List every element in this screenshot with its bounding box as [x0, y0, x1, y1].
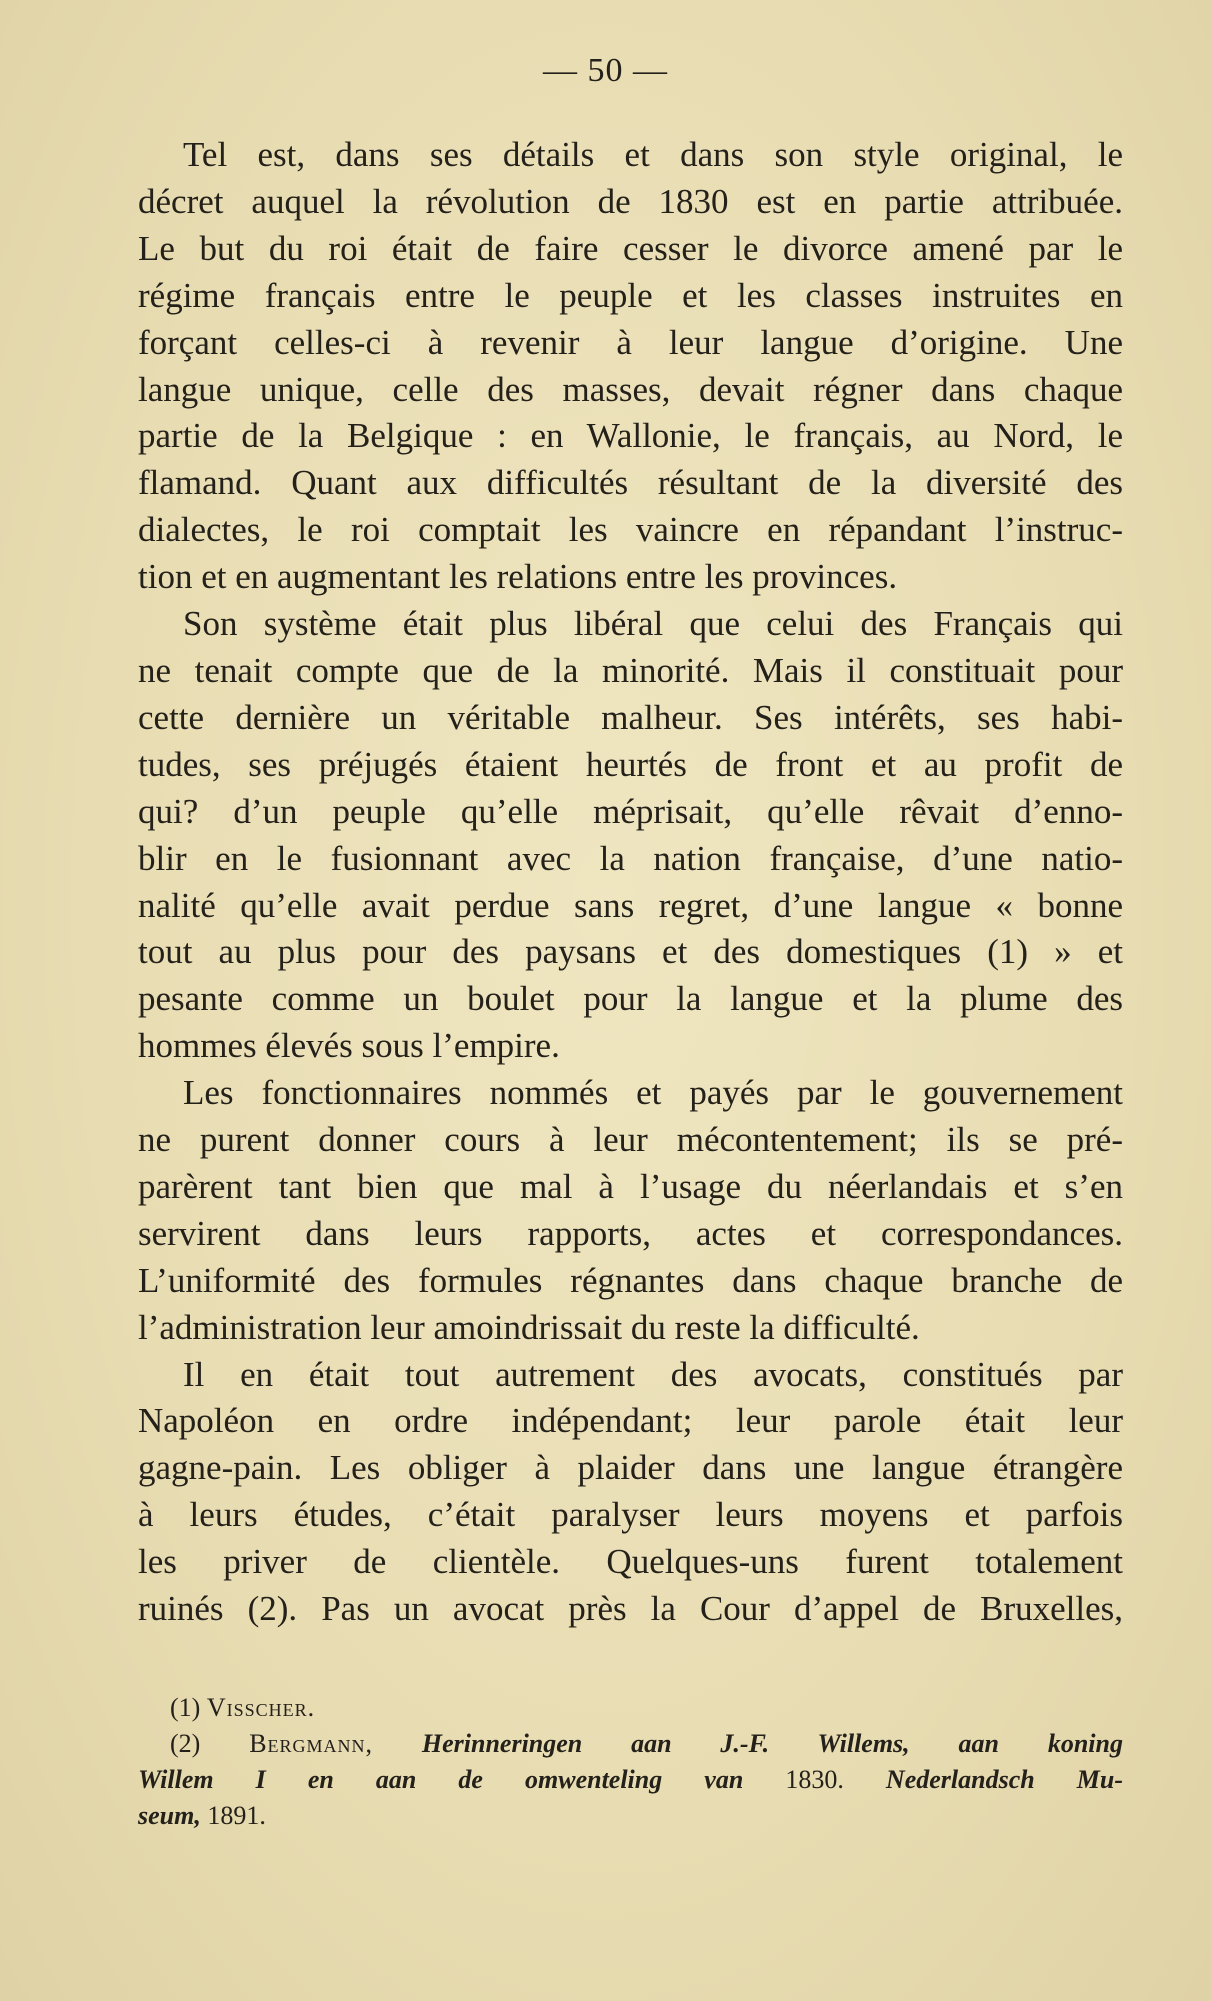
text-line: Les fonctionnaires nommés et payés par le gouvernement [183, 1073, 1123, 1113]
footnote-2-title-part-2: Willem I en aan de omwenteling van [138, 1765, 744, 1794]
footnote-1-number: (1) [170, 1693, 201, 1722]
text-line: forçant celles-ci à revenir à leur langue d’origine. Une [138, 322, 1123, 362]
footnote-2-journal-part-1: Nederlandsch Mu- [885, 1765, 1123, 1794]
text-line: ne tenait compte que de la minorité. Mais il constituait pour [138, 650, 1123, 690]
text-line: les priver de clientèle. Quelques-uns furent totalement [138, 1542, 1123, 1582]
footnote-2-number: (2) [170, 1729, 201, 1758]
footnote-1 [138, 1690, 1123, 1726]
footnote-1-author: Visscher. [206, 1693, 316, 1722]
text-line: ne purent donner cours à leur mécontentement; ils se pré- [138, 1120, 1123, 1160]
text-line: Il en était tout autrement des avocats, constitués par [183, 1354, 1123, 1394]
text-line: nalité qu’elle avait perdue sans regret, d’une langue « bonne [138, 885, 1123, 925]
footnote-2 [138, 1726, 1123, 1834]
text-line: gagne-pain. Les obliger à plaider dans une langue étrangère [138, 1448, 1123, 1488]
text-line: pesante comme un boulet pour la langue et la plume des [138, 979, 1123, 1019]
footnotes [138, 1690, 1123, 1834]
text-line: décret auquel la révolution de 1830 est en partie attribuée. [138, 181, 1123, 221]
text-line: Son système était plus libéral que celui des Français qui [183, 604, 1123, 644]
text-line: partie de la Belgique : en Wallonie, le français, au Nord, le [138, 416, 1123, 456]
text-line: Tel est, dans ses détails et dans son style original, le [183, 135, 1123, 174]
text-line: Le but du roi était de faire cesser le divorce amené par le [138, 228, 1123, 268]
footnote-2-year-2: 1891. [207, 1801, 266, 1830]
text-line: parèrent tant bien que mal à l’usage du néerlandais et s’en [138, 1166, 1123, 1206]
footnote-2-title-part-1: Herinneringen aan J.-F. Willems, aan koning [421, 1729, 1123, 1758]
text-line: à leurs études, c’était paralyser leurs moyens et parfois [138, 1495, 1123, 1535]
text-line: flamand. Quant aux difficultés résultant de la diversité des [138, 463, 1123, 503]
text-line: ruinés (2). Pas un avocat près la Cour d’appel de Bruxelles, [138, 1589, 1123, 1629]
text-line: tudes, ses préjugés étaient heurtés de front et au profit de [138, 744, 1123, 784]
text-line: Napoléon en ordre indépendant; leur parole était leur [138, 1401, 1123, 1441]
text-line: régime français entre le peuple et les classes instruites en [138, 275, 1123, 315]
footnote-2-author: Bergmann, [249, 1729, 374, 1758]
text-line: L’uniformité des formules régnantes dans chaque branche de [138, 1260, 1123, 1300]
footnote-2-year-1: 1830. [785, 1765, 844, 1794]
text-line: cette dernière un véritable malheur. Ses intérêts, ses habi- [138, 697, 1123, 737]
footnote-2-line-2 [138, 1762, 1123, 1798]
text-line: langue unique, celle des masses, devait régner dans chaque [138, 369, 1123, 409]
body-text [138, 132, 1123, 1633]
text-line: l’administration leur amoindrissait du reste la difficulté. [138, 1307, 920, 1347]
text-line: tion et en augmentant les relations entre les provinces. [138, 557, 898, 597]
text-line: dialectes, le roi comptait les vaincre en répandant l’instruc- [138, 510, 1123, 550]
text-line: servirent dans leurs rapports, actes et correspondances. [138, 1213, 1123, 1253]
text-line: qui? d’un peuple qu’elle méprisait, qu’elle rêvait d’enno- [138, 791, 1123, 831]
page-number: — 50 — [543, 52, 668, 89]
footnote-2-journal-part-2: seum, [138, 1801, 201, 1830]
text-line: tout au plus pour des paysans et des domestiques (1) » et [138, 932, 1123, 972]
text-line: blir en le fusionnant avec la nation française, d’une natio- [138, 838, 1123, 878]
text-line: hommes élevés sous l’empire. [138, 1026, 560, 1066]
footnote-2-line-1 [138, 1726, 1123, 1762]
footnote-2-line-3 [138, 1798, 1123, 1834]
